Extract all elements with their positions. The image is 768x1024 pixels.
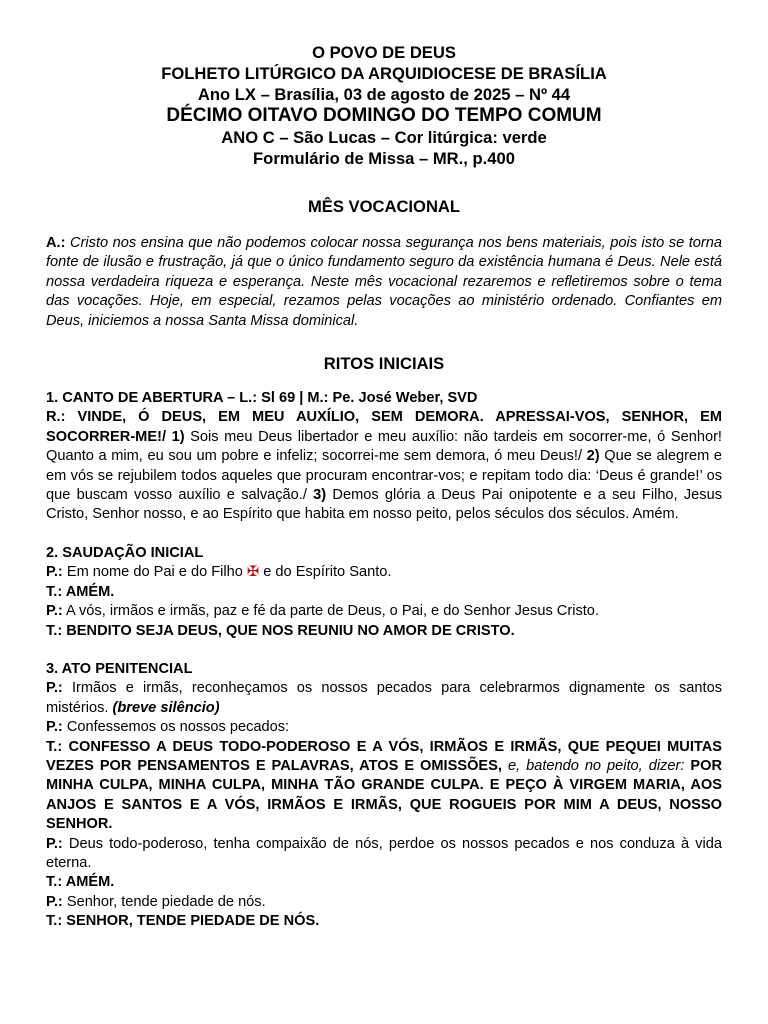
priest-line — [46, 563, 722, 582]
canto-heading: 1. CANTO DE ABERTURA – L.: Sl 69 | M.: Pe. José Weber, SVD — [46, 390, 478, 407]
priest-line — [46, 602, 722, 621]
people-response: T.: AMÉM. — [46, 874, 115, 891]
publication-title: O POVO DE DEUS — [312, 43, 456, 62]
issue-info: Ano LX – Brasília, 03 de agosto de 2025 – Nº 44 — [197, 85, 571, 104]
priest-label: P.: — [46, 719, 63, 736]
priest-label: P.: — [46, 680, 63, 697]
priest-text: Senhor, tende piedade de nós. — [66, 893, 266, 910]
priest-label: P.: — [46, 835, 63, 852]
priest-label: P.: — [46, 603, 63, 620]
people-response: T.: BENDITO SEJA DEUS, QUE NOS REUNIU NO AMOR DE CRISTO. — [46, 622, 515, 639]
people-response: T.: AMÉM. — [46, 583, 115, 600]
priest-text: Deus todo-poderoso, tenha compaixão de nós, perdoe os nossos pecados e nos conduza à vida eterna. — [46, 835, 722, 871]
stanza-text: Sois meu Deus libertador e meu auxílio: não tardeis em socorrer-me, ó Senhor! Quanto a mim, eu sou um pobre e infeliz; socorrei-me sem demora, ó meu Deus!/ — [46, 428, 722, 465]
confiteor — [46, 738, 722, 835]
intro-text: Cristo nos ensina que não podemos colocar nossa segurança nos bens materiais, pois isto se torna fonte de ilusão e frustração, já que o único fundamento seguro da existência humana é Deus. Nele está nossa verdadeira riqueza e esperança. Neste mês vocacional rezaremos e refletiremos sobre o tema das vocações. Hoje, em especial, rezamos pelas vocações ao ministério ordenado. Confiantes em Deus, iniciemos a nossa Santa Missa dominical. — [46, 235, 722, 329]
saudacao-heading: 2. SAUDAÇÃO INICIAL — [46, 544, 204, 561]
priest-label: P.: — [46, 564, 63, 581]
canto-refrain: R.: VINDE, Ó DEUS, EM MEU AUXÍLIO, SEM DEMORA. APRESSAI-VOS, SENHOR, EM SOCORRER-ME!/ — [46, 409, 722, 445]
canto-text — [46, 408, 722, 524]
publication-subtitle: FOLHETO LITÚRGICO DA ARQUIDIOCESE DE BRASÍLIA — [161, 64, 607, 83]
ato-penitencial-heading: 3. ATO PENITENCIAL — [46, 660, 193, 677]
priest-text: e do Espírito Santo. — [263, 564, 392, 581]
priest-line — [46, 718, 722, 737]
people-response: T.: SENHOR, TENDE PIEDADE DE NÓS. — [46, 913, 320, 930]
priest-text: Irmãos e irmãs, reconheçamos os nossos pecados para celebrarmos dignamente os santos mistérios. — [46, 680, 722, 716]
rubric-note: e, batendo no peito, dizer: — [507, 757, 685, 774]
priest-label: P.: — [46, 893, 63, 910]
stanza-text: Demos glória a Deus Pai onipotente e a seu Filho, Jesus Cristo, Senhor nosso, e ao Espírito que habita em nosso peito, pelos séculos dos séculos. Amém. — [46, 487, 722, 523]
sunday-title: DÉCIMO OITAVO DOMINGO DO TEMPO COMUM — [166, 105, 602, 126]
priest-text: Confessemos os nossos pecados: — [66, 719, 290, 736]
cross-icon: ✠ — [246, 564, 260, 581]
stanza-number: 2) — [586, 448, 600, 465]
speaker-label: A.: — [46, 235, 66, 251]
priest-text: Em nome do Pai e do Filho — [66, 564, 243, 581]
confiteor-part-1: T.: CONFESSO A DEUS TODO-PODEROSO E A VÓS, IRMÃOS E IRMÃS, QUE PEQUEI MUITAS VEZES POR PENSAMENTOS E PALAVRAS, ATOS E OMISSÕES, — [46, 738, 722, 774]
stanza-number: 3) — [313, 487, 327, 504]
missal-form: Formulário de Missa – MR., p.400 — [253, 149, 515, 168]
rubric-note: (breve silêncio) — [112, 699, 220, 716]
stanza-text: Que se alegrem e em vós se rejubilem todos aqueles que procuram encontrar-vos; e repitam todo dia: ‘Deus é grande!’ os que buscam vosso auxílio e salvação./ — [46, 448, 722, 504]
priest-line — [46, 893, 722, 912]
priest-line — [46, 835, 722, 874]
intro-paragraph — [46, 234, 722, 331]
stanza-number: 1) — [171, 428, 185, 445]
section-title-mes-vocacional: MÊS VOCACIONAL — [307, 197, 461, 216]
priest-text: A vós, irmãos e irmãs, paz e fé da parte de Deus, o Pai, e do Senhor Jesus Cristo. — [66, 603, 599, 620]
section-title-ritos-iniciais: RITOS INICIAIS — [323, 354, 445, 374]
priest-line — [46, 679, 722, 718]
document-header — [46, 42, 722, 169]
liturgical-year: ANO C – São Lucas – Cor litúrgica: verde — [221, 128, 547, 147]
confiteor-part-2: POR MINHA CULPA, MINHA CULPA, MINHA TÃO GRANDE CULPA. E PEÇO À VIRGEM MARIA, AOS ANJOS E SANTOS E A VÓS, IRMÃOS E IRMÃS, QUE ROGUEIS POR MIM A DEUS, NOSSO SENHOR. — [46, 757, 722, 833]
